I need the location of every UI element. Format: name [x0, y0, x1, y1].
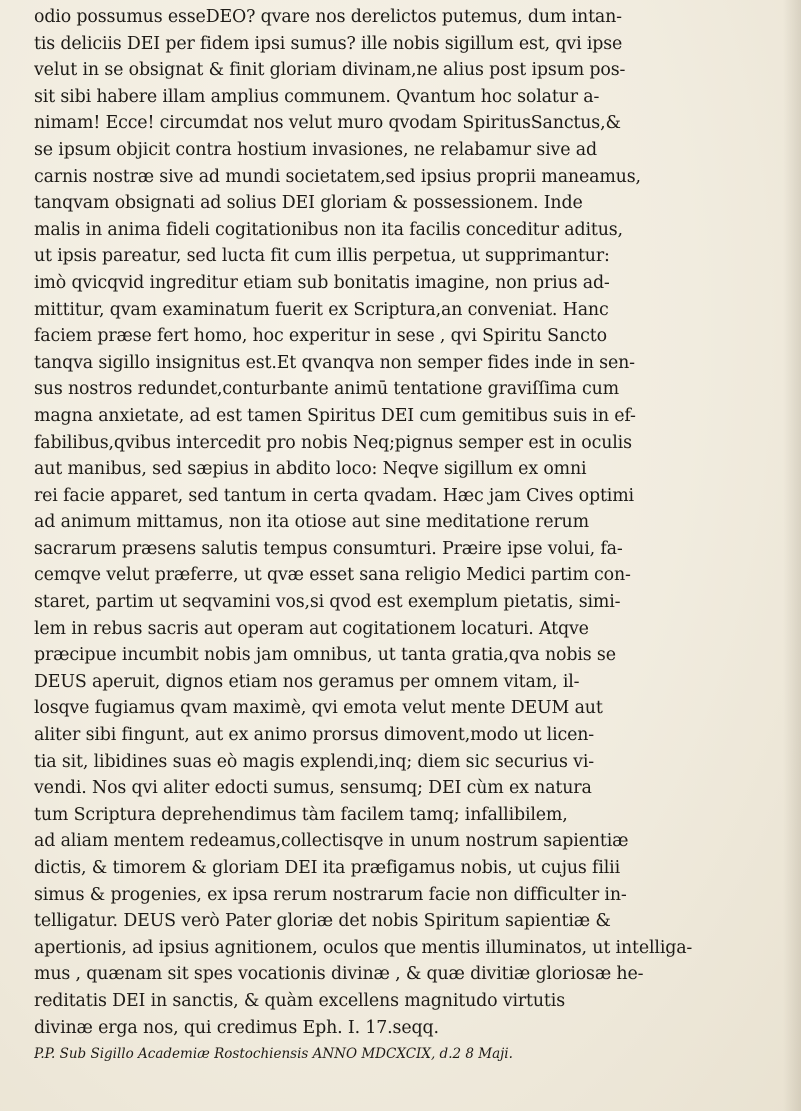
text-line: magna anxietate, ad est tamen Spiritus DEI cum gemitibus suis in ef-	[34, 405, 636, 426]
text-line: sus nostros redundet,conturbante animū tentatione graviſſima cum	[34, 379, 619, 400]
text-line: staret, partim ut seqvamini vos,si qvod est exemplum pietatis, simi-	[34, 592, 621, 613]
text-line: tum Scriptura deprehendimus tàm facilem tamq; infallibilem,	[34, 804, 568, 825]
text-line: tanqvam obsignati ad solius DEI gloriam & possessionem. Inde	[34, 193, 583, 214]
text-line: DEUS aperuit, dignos etiam nos geramus per omnem vitam, il-	[34, 671, 580, 692]
text-line: tis deliciis DEI per fidem ipsi sumus? ille nobis sigillum est, qvi ipse	[34, 33, 623, 54]
text-line: reditatis DEI in sanctis, & quàm excellens magnitudo virtutis	[34, 990, 565, 1011]
text-line: ut ipsis pareatur, sed lucta fit cum illis perpetua, ut supprimantur:	[34, 246, 610, 267]
page-edge-shadow	[783, 0, 801, 1111]
text-line: præcipue incumbit nobis jam omnibus, ut tanta gratia,qva nobis se	[34, 645, 616, 666]
signature-line: P.P. Sub Sigillo Academiæ Rostochiensis ANNO MDCXCIX, d.2 8 Maji.	[34, 1046, 513, 1063]
text-line: telligatur. DEUS verò Pater gloriæ det nobis Spiritum sapientiæ &	[34, 911, 611, 932]
text-line: lem in rebus sacris aut operam aut cogitationem locaturi. Atqve	[34, 618, 589, 639]
text-line: divinæ erga nos, qui credimus Eph. I. 17.seqq.	[34, 1017, 439, 1038]
text-line: ad animum mittamus, non ita otiose aut sine meditatione rerum	[34, 512, 589, 533]
text-line: sacrarum præsens salutis tempus consumturi. Præire ipse volui, fa-	[34, 538, 623, 559]
text-line: simus & progenies, ex ipsa rerum nostrarum facie non difficulter in-	[34, 884, 627, 905]
text-line: malis in anima fideli cogitationibus non ita facilis conceditur aditus,	[34, 219, 623, 240]
text-line: losqve fugiamus qvam maximè, qvi emota velut mente DEUM aut	[34, 698, 603, 719]
body-text	[34, 4, 784, 1068]
text-line: mittitur, qvam examinatum fuerit ex Scriptura,an conveniat. Hanc	[34, 299, 609, 320]
text-line: faciem præse fert homo, hoc experitur in sese , qvi Spiritu Sancto	[34, 326, 607, 347]
text-line: vendi. Nos qvi aliter edocti sumus, sensumq; DEI cùm ex natura	[34, 778, 592, 799]
text-line: mus , quænam sit spes vocationis divinæ , & quæ divitiæ gloriosæ he-	[34, 964, 644, 985]
text-line: sit sibi habere illam amplius communem. Qvantum hoc solatur a-	[34, 86, 600, 107]
text-line: odio possumus esseDEO? qvare nos derelictos putemus, dum intan-	[34, 7, 622, 27]
text-line: dictis, & timorem & gloriam DEI ita præfigamus nobis, ut cujus filii	[34, 858, 620, 878]
text-line: rei facie apparet, sed tantum in certa qvadam. Hæc jam Cives optimi	[34, 485, 634, 506]
text-line: velut in se obsignat & finit gloriam divinam,ne alius post ipsum pos-	[34, 60, 626, 81]
text-line: aliter sibi fingunt, aut ex animo prorsus dimovent,modo ut licen-	[34, 725, 595, 746]
text-line: se ipsum objicit contra hostium invasiones, ne relabamur sive ad	[34, 139, 597, 160]
text-line: imò qvicqvid ingreditur etiam sub bonitatis imagine, non prius ad-	[34, 272, 610, 293]
text-line: carnis nostræ sive ad mundi societatem,sed ipsius proprii maneamus,	[34, 166, 641, 187]
text-line: cemqve velut præferre, ut qvæ esset sana religio Medici partim con-	[34, 565, 631, 586]
text-line: ad aliam mentem redeamus,collectisqve in unum nostrum sapientiæ	[34, 831, 629, 852]
text-line: tanqva sigillo insignitus est.Et qvanqva non semper fides inde in sen-	[34, 352, 635, 373]
text-line: nimam! Ecce! circumdat nos velut muro qvodam SpiritusSanctus,&	[34, 113, 621, 134]
text-line: fabilibus,qvibus intercedit pro nobis Neq;pignus semper est in oculis	[34, 432, 632, 453]
text-line: aut manibus, sed sæpius in abdito loco: Neqve sigillum ex omni	[34, 459, 587, 480]
text-line: apertionis, ad ipsius agnitionem, oculos que mentis illuminatos, ut intelliga-	[34, 937, 693, 958]
text-line: tia sit, libidines suas eò magis explendi,inq; diem sic securius vi-	[34, 751, 594, 772]
